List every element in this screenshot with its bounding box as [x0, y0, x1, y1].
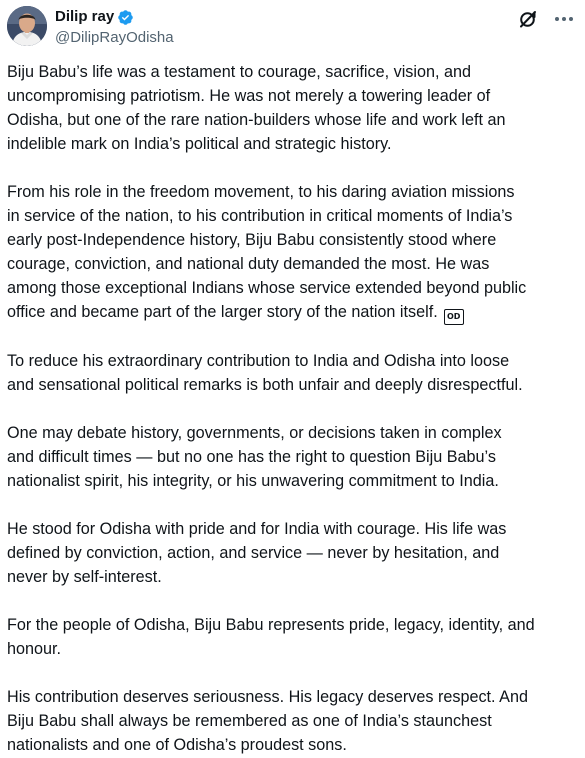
post-paragraph — [7, 613, 579, 661]
display-name-row — [55, 7, 174, 27]
author-handle[interactable]: @DilipRayOdisha — [55, 29, 174, 46]
post-text — [7, 60, 579, 757]
text-line: For the people of Odisha, Biju Babu represents pride, legacy, identity, and — [7, 616, 535, 634]
odisha-badge-icon: OD — [444, 309, 464, 325]
text-line: nationalist spirit, his integrity, or his unwavering commitment to India. — [7, 472, 499, 490]
avatar[interactable] — [7, 6, 47, 46]
avatar-image — [7, 6, 47, 46]
text-line: To reduce his extraordinary contribution to India and Odisha into loose — [7, 352, 510, 370]
display-name[interactable]: Dilip ray — [55, 8, 115, 25]
text-line: honour. — [7, 640, 62, 658]
text-line: and sensational political remarks is both unfair and deeply disrespectful. — [7, 376, 523, 394]
text-line: uncompromising patriotism. He was not merely a towering leader of — [7, 87, 491, 105]
text-line: never by self-interest. — [7, 568, 162, 586]
text-line: From his role in the freedom movement, to his daring aviation missions — [7, 183, 515, 201]
more-icon[interactable] — [554, 9, 574, 29]
post-paragraph — [7, 60, 579, 156]
text-line: Biju Babu shall always be remembered as one of India’s staunchest — [7, 712, 492, 730]
text-line: One may debate history, governments, or decisions taken in complex — [7, 424, 502, 442]
text-line: Odisha, but one of the rare nation-builders whose life and work left an — [7, 111, 506, 129]
text-line: He stood for Odisha with pride and for India with courage. His life was — [7, 520, 507, 538]
text-line: Biju Babu’s life was a testament to courage, sacrifice, vision, and — [7, 63, 471, 81]
text-line: indelible mark on India’s political and strategic history. — [7, 135, 392, 153]
text-line: among those exceptional Indians whose service extended beyond public — [7, 279, 527, 297]
text-line: courage, conviction, and national duty demanded the most. He was — [7, 255, 490, 273]
text-line: in service of the nation, to his contribution in critical moments of India’s — [7, 207, 513, 225]
verified-badge-icon — [117, 9, 134, 26]
post-paragraph — [7, 421, 579, 493]
post-paragraph — [7, 349, 579, 397]
post-paragraph — [7, 685, 579, 757]
grok-icon[interactable] — [518, 9, 538, 29]
post-paragraph — [7, 517, 579, 589]
text-line: and difficult times — but no one has the right to question Biju Babu’s — [7, 448, 496, 466]
author-names — [55, 7, 174, 48]
text-line: defined by conviction, action, and service — never by hesitation, and — [7, 544, 500, 562]
text-line-content: office and became part of the larger story of the nation itself. — [7, 303, 438, 321]
post-header — [7, 5, 578, 47]
post-paragraph — [7, 180, 579, 325]
text-line: early post-Independence history, Biju Babu consistently stood where — [7, 231, 497, 249]
header-actions — [518, 9, 574, 29]
text-line: His contribution deserves seriousness. His legacy deserves respect. And — [7, 688, 528, 706]
text-line — [7, 300, 579, 325]
text-line: nationalists and one of Odisha’s proudest sons. — [7, 736, 347, 754]
